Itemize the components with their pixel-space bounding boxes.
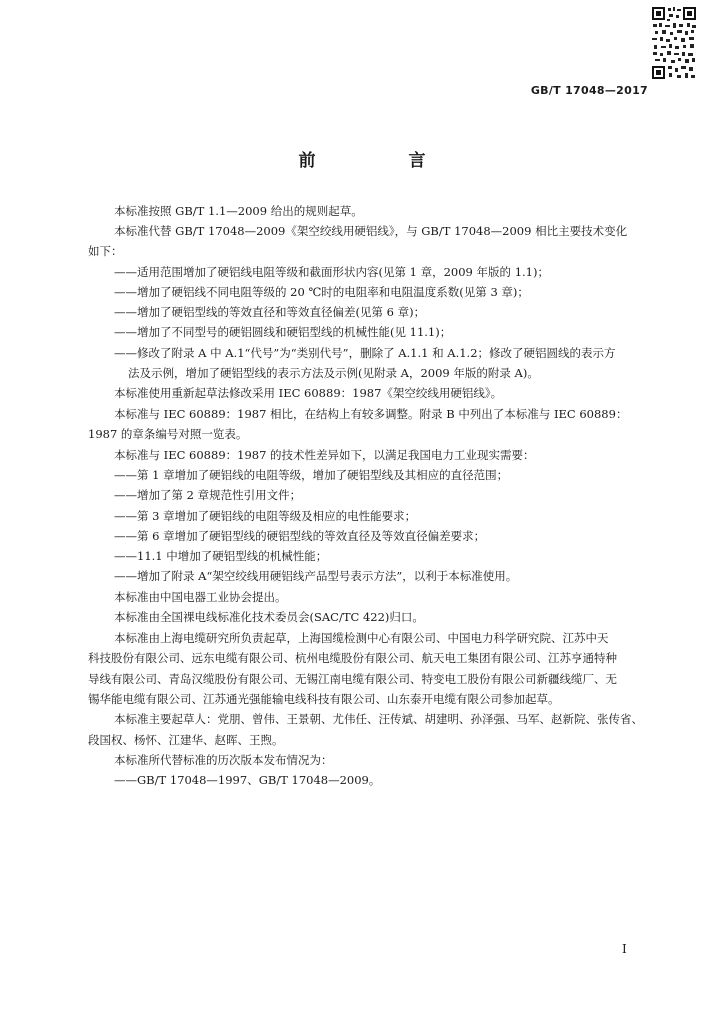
list-item: ——增加了硬铝型线的等效直径和等效直径偏差(见第 6 章)； [114, 305, 426, 319]
paragraph-line: 锡华能电缆有限公司、江苏通光强能输电线科技有限公司、山东泰开电缆有限公司参加起草。 [88, 692, 560, 706]
list-item: ——适用范围增加了硬铝线电阻等级和截面形状内容(见第 1 章，2009 年版的 1.1)； [114, 265, 549, 279]
page-title: 前 言 [298, 151, 464, 171]
list-item: ——增加了第 2 章规范性引用文件； [114, 488, 302, 502]
list-item: ——11.1 中增加了硬铝型线的机械性能； [114, 549, 328, 563]
list-item: ——第 6 章增加了硬铝型线的硬铝型线的等效直径及等效直径偏差要求； [114, 529, 486, 543]
paragraph-line: 本标准与 IEC 60889：1987 相比，在结构上有较多调整。附录 B 中列出了本标准与 IEC 60889： [114, 407, 628, 421]
paragraph-line: 本标准代替 GB/T 17048—2009《架空绞线用硬铝线》，与 GB/T 17048—2009 相比主要技术变化 [114, 224, 628, 238]
paragraph-line: 导线有限公司、青岛汉缆股份有限公司、无锡江南电缆有限公司、特变电工股份有限公司新疆线缆厂、无 [88, 672, 617, 686]
paragraph-line: 如下： [88, 244, 123, 258]
paragraph-line: 本标准按照 GB/T 1.1—2009 给出的规则起草。 [114, 204, 363, 218]
list-item: ——增加了硬铝线不同电阻等级的 20 ℃时的电阻率和电阻温度系数(见第 3 章)； [114, 285, 529, 299]
paragraph-line: 本标准所代替标准的历次版本发布情况为： [114, 753, 333, 767]
paragraph-line: 本标准由上海电缆研究所负责起草，上海国缆检测中心有限公司、中国电力科学研究院、江苏中天 [114, 631, 609, 645]
list-item: ——修改了附录 A 中 A.1“代号”为“类别代号”，删除了 A.1.1 和 A.1.2；修改了硬铝圆线的表示方 [114, 346, 616, 360]
paragraph-line: 本标准使用重新起草法修改采用 IEC 60889：1987《架空绞线用硬铝线》。 [114, 386, 503, 400]
list-item: ——增加了不同型号的硬铝圆线和硬铝型线的机械性能(见 11.1)； [114, 325, 452, 339]
paragraph-line: 1987 的章条编号对照一览表。 [88, 427, 248, 441]
paragraph-line: 段国权、杨怀、江建华、赵晖、王煦。 [88, 733, 284, 747]
list-item: ——GB/T 17048—1997、GB/T 17048—2009。 [114, 773, 381, 787]
paragraph-line: 本标准由全国裸电线标准化技术委员会(SAC/TC 422)归口。 [114, 610, 424, 624]
list-item: ——第 3 章增加了硬铝线的电阻等级及相应的电性能要求； [114, 509, 417, 523]
page-number: I [622, 942, 627, 956]
standard-code: GB/T 17048—2017 [530, 84, 648, 97]
qr-code-icon [651, 6, 697, 80]
list-item: ——增加了附录 A“架空绞线用硬铝线产品型号表示方法”，以利于本标准使用。 [114, 569, 518, 583]
list-item-continuation: 法及示例，增加了硬铝型线的表示方法及示例(见附录 A，2009 年版的附录 A)。 [128, 366, 539, 380]
paragraph-line: 本标准由中国电器工业协会提出。 [114, 590, 287, 604]
paragraph-line: 本标准与 IEC 60889：1987 的技术性差异如下，以满足我国电力工业现实需要： [114, 448, 535, 462]
list-item: ——第 1 章增加了硬铝线的电阻等级，增加了硬铝型线及其相应的直径范围； [114, 468, 509, 482]
paragraph-line: 科技股份有限公司、远东电缆有限公司、杭州电缆股份有限公司、航天电工集团有限公司、江苏亨通特种 [88, 651, 617, 665]
paragraph-line: 本标准主要起草人：党朋、曾伟、王景朝、尤伟任、汪传斌、胡建明、孙泽强、马军、赵新院、张传省、 [114, 712, 643, 726]
